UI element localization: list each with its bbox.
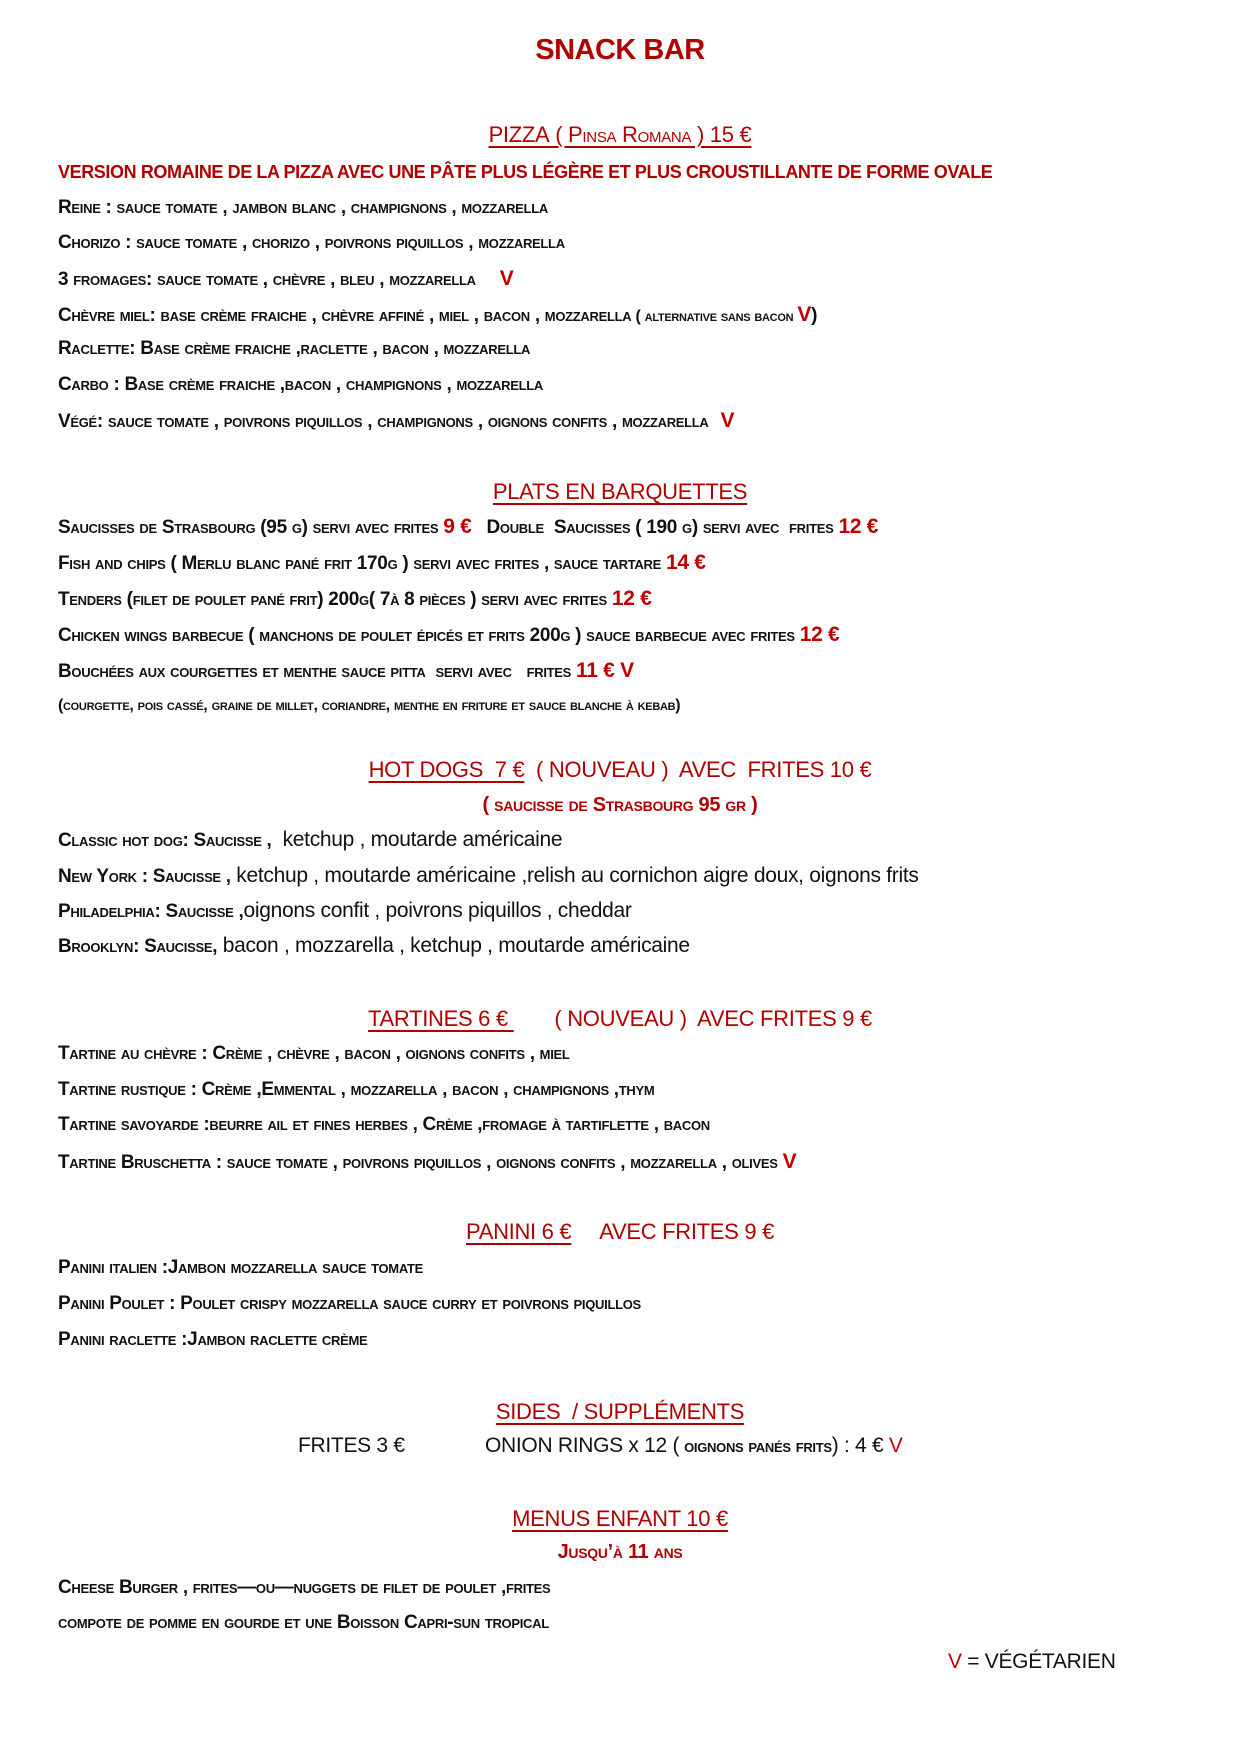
text-span: Saucisses de Strasbourg (95 g) servi avec frites	[58, 517, 444, 538]
text-span: TARTINES 6 €	[368, 1006, 514, 1031]
enfant-line-2: compote de pomme en gourde et une Boisson Capri-sun tropical	[58, 1612, 549, 1633]
text-span: 14 €	[665, 551, 706, 574]
sides-frites: FRITES 3 €	[298, 1434, 405, 1457]
text-span: 12 €	[838, 515, 879, 538]
text-span: Chicken wings barbecue ( manchons de poulet épicés et frits 200g ) sauce barbecue avec frites	[58, 625, 800, 646]
hotdog-item-new-york	[58, 864, 919, 888]
vegetarian-mark: V	[888, 1434, 903, 1457]
text-span: Tenders (filet de poulet pané frit) 200g( 7à 8 pièces ) servi avec frites	[58, 589, 612, 610]
barquette-item	[58, 515, 878, 539]
pizza-item-3-fromages	[58, 267, 513, 291]
vegetarian-mark: V	[782, 1150, 797, 1173]
tartine-item: Tartine savoyarde :beurre ail et fines herbes , Crème ,fromage à tartiflette , bacon	[58, 1114, 710, 1135]
text-span: HOT DOGS 7 €	[368, 757, 525, 782]
pizza-heading	[0, 122, 1240, 148]
text-span: MENUS ENFANT 10 €	[512, 1506, 728, 1531]
text-span: Chèvre miel: base crème fraiche , chèvre affiné , miel , bacon , mozzarella	[58, 305, 632, 326]
tartine-item: Tartine rustique : Crème ,Emmental , mozzarella , bacon , champignons ,thym	[58, 1079, 655, 1100]
text-span: 9 €	[443, 515, 472, 538]
barquette-item	[58, 551, 706, 575]
tartine-item	[58, 1150, 796, 1174]
text-span: ( alternative sans bacon	[631, 308, 798, 325]
text-span: oignons panés frits	[679, 1436, 832, 1457]
text-span: bacon , mozzarella , ketchup , moutarde américaine	[217, 934, 690, 957]
hotdog-item-brooklyn	[58, 934, 690, 958]
pizza-item-reine: Reine : sauce tomate , jambon blanc , champignons , mozzarella	[58, 197, 548, 218]
text-span: PANINI 6 €	[465, 1219, 572, 1244]
text-span: Tartine Bruschetta : sauce tomate , poivrons piquillos , oignons confits , mozzarella , olives	[58, 1152, 783, 1173]
text-span: = VÉGÉTARIEN	[961, 1650, 1116, 1673]
text-span: 12 €	[611, 587, 652, 610]
vegetarian-mark: V	[499, 267, 514, 290]
pizza-item-raclette: Raclette: Base crème fraiche ,raclette , bacon , mozzarella	[58, 338, 531, 359]
text-span: oignons confit , poivrons piquillos , cheddar	[243, 899, 632, 922]
enfant-heading	[0, 1506, 1240, 1532]
text-span: ( Pinsa Romana ) 15 €	[549, 122, 752, 147]
text-span: ) : 4 €	[831, 1434, 889, 1457]
panini-heading	[0, 1219, 1240, 1245]
text-span: Double Saucisses ( 190 g) servi avec frites	[471, 517, 839, 538]
text-span: 3 fromages: sauce tomate , chèvre , bleu , mozzarella	[58, 269, 476, 290]
barquette-item	[58, 623, 839, 647]
panini-item: Panini Poulet : Poulet crispy mozzarella sauce curry et poivrons piquillos	[58, 1293, 641, 1314]
text-span: AVEC FRITES 9 €	[571, 1219, 775, 1244]
barquette-item	[58, 587, 652, 611]
text-span: Philadelphia: Saucisse ,	[58, 901, 244, 922]
vegetarian-mark: V	[797, 303, 812, 326]
barquette-item	[58, 659, 634, 683]
vegetarian-legend	[948, 1650, 1116, 1674]
text-span: 12 €	[799, 623, 840, 646]
text-span: Classic hot dog: Saucisse ,	[58, 830, 272, 851]
text-span: ONION RINGS x 12 (	[485, 1434, 680, 1457]
pizza-item-carbo: Carbo : Base crème fraiche ,bacon , champignons , mozzarella	[58, 374, 543, 395]
panini-item: Panini raclette :Jambon raclette crème	[58, 1329, 368, 1350]
pizza-description: VERSION ROMAINE DE LA PIZZA AVEC UNE PÂTE PLUS LÉGÈRE ET PLUS CROUSTILLANTE DE FORME OVALE	[58, 162, 993, 182]
tartine-item: Tartine au chèvre : Crème , chèvre , bacon , oignons confits , miel	[58, 1043, 570, 1064]
hotdogs-heading	[0, 757, 1240, 783]
text-span: ( NOUVEAU ) AVEC FRITES 9 €	[513, 1006, 872, 1031]
enfant-subheading: Jusqu’à 11 ans	[557, 1541, 683, 1563]
text-span: ketchup , moutarde américaine	[271, 828, 563, 851]
text-span: ketchup , moutarde américaine ,relish au cornichon aigre doux, oignons frits	[230, 864, 919, 887]
text-span: SIDES / SUPPLÉMENTS	[495, 1399, 745, 1424]
barquette-note: (courgette, pois cassé, graine de millet, coriandre, menthe en friture et sauce blanche à kebab)	[58, 697, 681, 714]
text-span: New York : Saucisse ,	[58, 866, 231, 887]
text-span: V	[948, 1650, 962, 1673]
tartines-heading	[0, 1006, 1240, 1032]
barquettes-heading	[0, 479, 1240, 505]
hotdogs-subheading: ( saucisse de Strasbourg 95 gr )	[482, 794, 758, 816]
pizza-item-chevre-miel	[58, 303, 817, 327]
text-span: ( NOUVEAU ) AVEC FRITES 10 €	[524, 757, 872, 782]
hotdog-item-philadelphia	[58, 899, 632, 923]
sides-onion-rings	[485, 1434, 903, 1458]
text-span: Bouchées aux courgettes et menthe sauce pitta servi avec frites	[58, 661, 577, 682]
text-span: )	[811, 305, 818, 326]
text-span: Fish and chips ( Merlu blanc pané frit 170g ) servi avec frites , sauce tartare	[58, 553, 666, 574]
text-span: Brooklyn: Saucisse,	[58, 936, 218, 957]
text-span: PLATS EN BARQUETTES	[492, 479, 748, 504]
panini-item: Panini italien :Jambon mozzarella sauce tomate	[58, 1257, 423, 1278]
sides-heading	[0, 1399, 1240, 1425]
enfant-line-1: Cheese Burger , frites—ou—nuggets de filet de poulet ,frites	[58, 1577, 551, 1598]
hotdog-item-classic	[58, 828, 562, 852]
pizza-item-chorizo: Chorizo : sauce tomate , chorizo , poivrons piquillos , mozzarella	[58, 232, 565, 253]
text-span: 11 € V	[576, 659, 634, 682]
page-title: SNACK BAR	[535, 34, 705, 66]
vegetarian-mark: V	[720, 409, 735, 432]
text-span: PIZZA	[488, 122, 550, 147]
pizza-heading-name	[489, 122, 752, 147]
pizza-item-vege	[58, 409, 734, 433]
text-span: Végé: sauce tomate , poivrons piquillos , champignons , oignons confits , mozzarella	[58, 411, 709, 432]
